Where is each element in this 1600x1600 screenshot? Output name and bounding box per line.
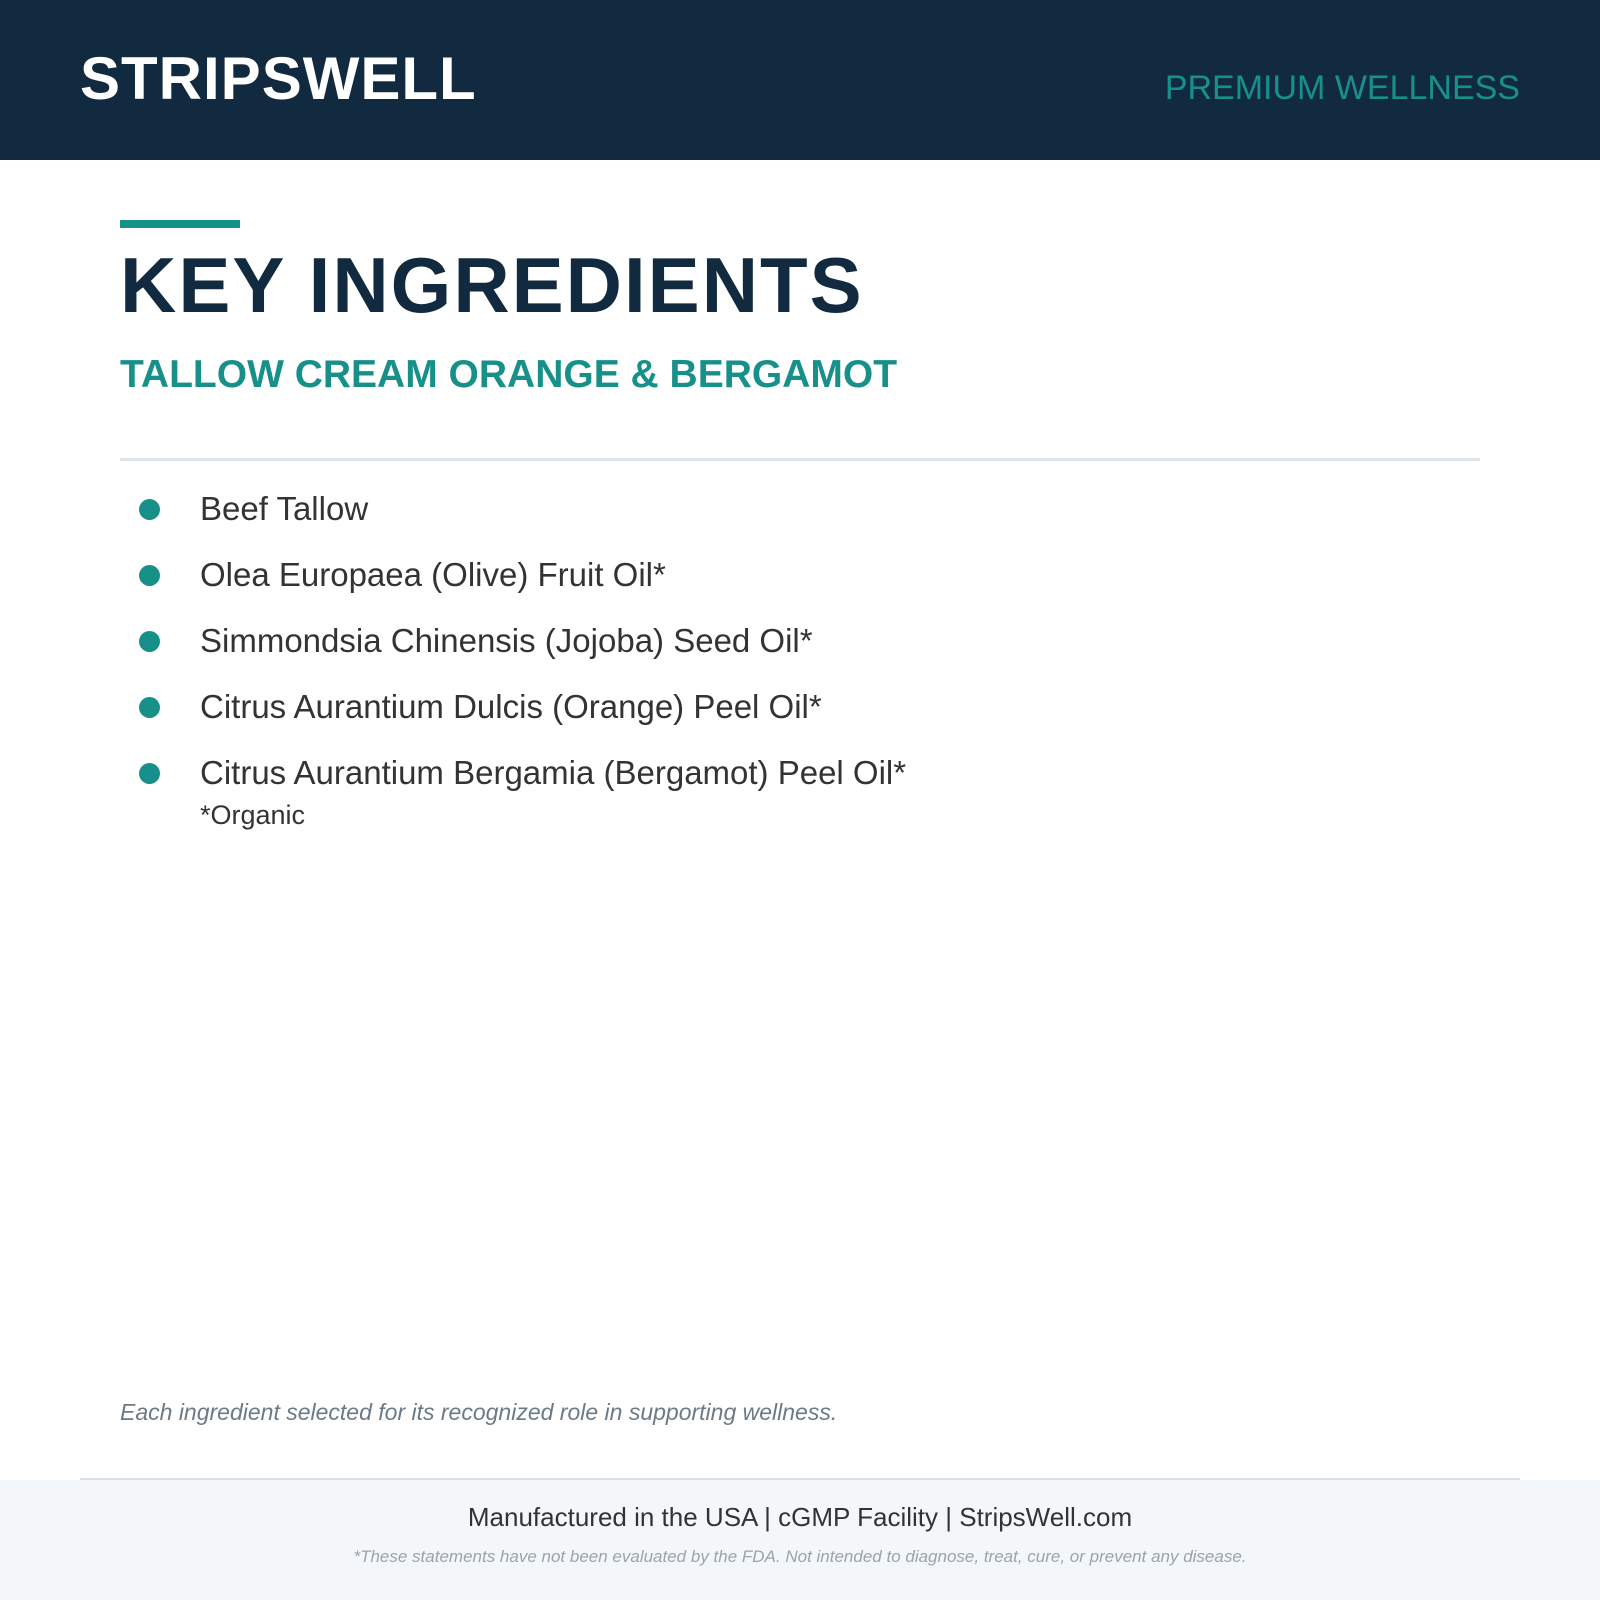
ingredient-item	[120, 682, 1420, 748]
bullet-dot-icon	[139, 565, 160, 586]
title-accent-bar	[120, 220, 240, 228]
ingredient-label: Citrus Aurantium Bergamia (Bergamot) Peel Oil*	[200, 754, 907, 791]
ingredient-item	[120, 550, 1420, 616]
header-banner	[0, 0, 1600, 160]
ingredient-item	[120, 616, 1420, 682]
brand-logo-text: STRIPSWELL	[80, 45, 477, 112]
ingredient-label: Simmondsia Chinensis (Jojoba) Seed Oil*	[200, 622, 813, 659]
bullet-dot-icon	[139, 499, 160, 520]
ingredient-item	[120, 484, 1420, 550]
page-title: KEY INGREDIENTS	[120, 241, 864, 329]
ingredient-list	[120, 484, 1420, 814]
section-divider	[120, 458, 1480, 461]
bullet-dot-icon	[139, 631, 160, 652]
product-name: TALLOW CREAM ORANGE & BERGAMOT	[120, 353, 898, 396]
ingredient-label: Beef Tallow	[200, 490, 369, 527]
brand-tagline: PREMIUM WELLNESS	[1164, 69, 1520, 107]
organic-footnote: *Organic	[200, 800, 306, 830]
ingredient-item	[120, 748, 1420, 814]
closing-note: Each ingredient selected for its recognized role in supporting wellness.	[120, 1399, 838, 1425]
ingredient-label: Citrus Aurantium Dulcis (Orange) Peel Oil*	[200, 688, 822, 725]
footer-divider	[80, 1478, 1520, 1480]
footer	[0, 1480, 1600, 1600]
ingredient-label: Olea Europaea (Olive) Fruit Oil*	[200, 556, 666, 593]
bullet-dot-icon	[139, 763, 160, 784]
fda-disclaimer: *These statements have not been evaluated by the FDA. Not intended to diagnose, treat, cure, or prevent any disease.	[353, 1547, 1247, 1566]
bullet-dot-icon	[139, 697, 160, 718]
footer-manufacturing-line: Manufactured in the USA | cGMP Facility | StripsWell.com	[467, 1502, 1133, 1532]
